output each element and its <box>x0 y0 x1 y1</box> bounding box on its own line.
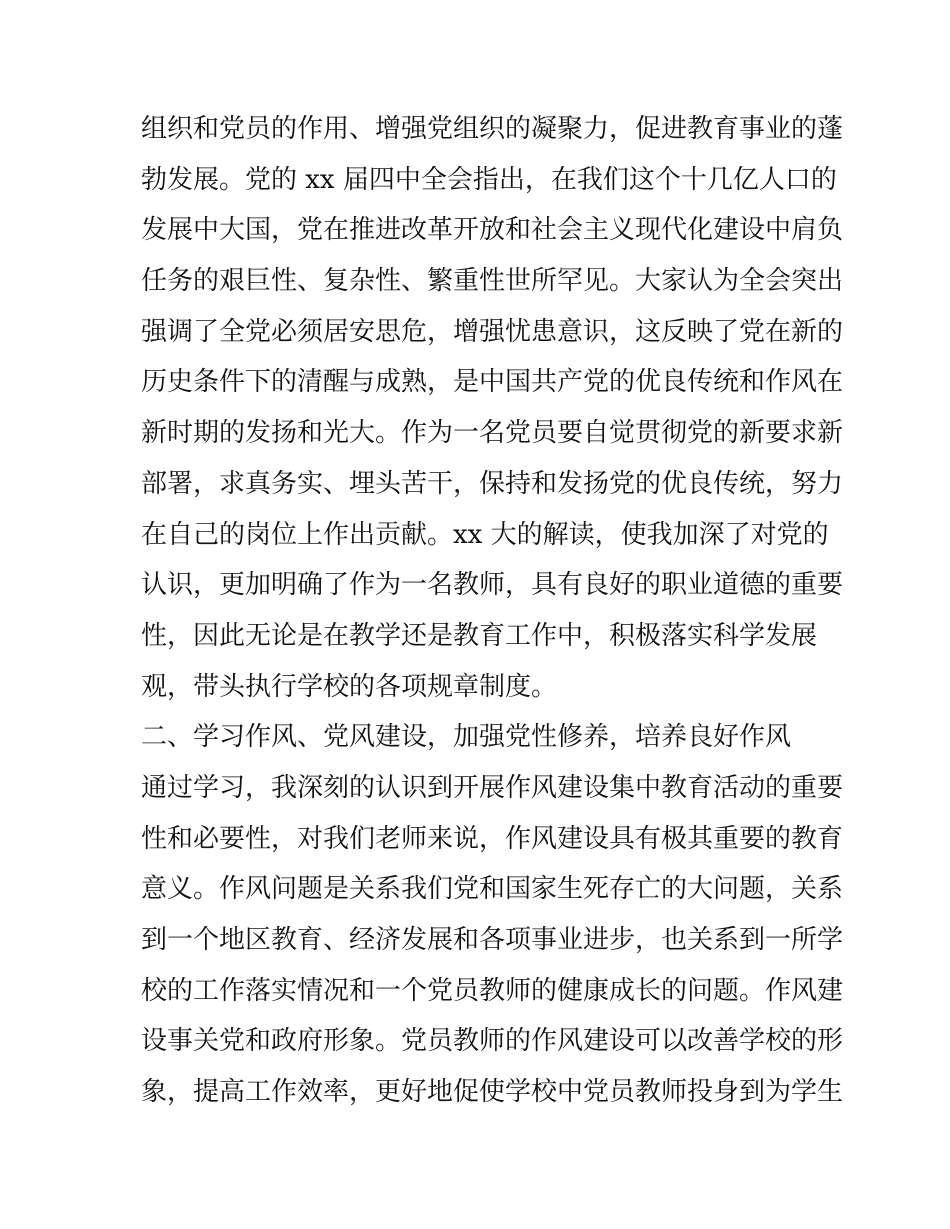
text-line: 任务的艰巨性、复杂性、繁重性世所罕见。大家认为全会突出 <box>141 266 844 297</box>
text-line: 性和必要性，对我们老师来说，作风建设具有极其重要的教育 <box>141 823 844 854</box>
text-line: 性，因此无论是在教学还是教育工作中，积极落实科学发展 <box>141 620 818 651</box>
text-line: 校的工作落实情况和一个党员教师的健康成长的问题。作风建 <box>141 975 844 1006</box>
text-line: 到一个地区教育、经济发展和各项事业进步，也关系到一所学 <box>141 925 844 955</box>
text-line: 组织和党员的作用、增强党组织的凝聚力，促进教育事业的蓬 <box>141 114 844 144</box>
text-line: 新时期的发扬和光大。作为一名党员要自觉贯彻党的新要求新 <box>141 418 844 449</box>
text-line: 部署，求真务实、埋头苦干，保持和发扬党的优良传统，努力 <box>141 468 844 499</box>
text-line: 通过学习，我深刻的认识到开展作风建设集中教育活动的重要 <box>141 772 844 803</box>
text-line: 勃发展。党的 xx 届四中全会指出，在我们这个十几亿人口的 <box>141 164 837 195</box>
text-line: 强调了全党必须居安思危，增强忧患意识，这反映了党在新的 <box>141 316 844 347</box>
text-line: 意义。作风问题是关系我们党和国家生死存亡的大问题，关系 <box>141 874 844 905</box>
section-heading: 二、学习作风、党风建设，加强党性修养，培养良好作风 <box>141 722 792 753</box>
text-line: 认识，更加明确了作为一名教师，具有良好的职业道德的重要 <box>141 570 844 601</box>
text-line: 发展中大国，党在推进改革开放和社会主义现代化建设中肩负 <box>141 215 844 246</box>
text-line: 观，带头执行学校的各项规章制度。 <box>141 671 558 702</box>
text-line: 象，提高工作效率，更好地促使学校中党员教师投身到为学生 <box>141 1077 844 1108</box>
text-line: 历史条件下的清醒与成熟，是中国共产党的优良传统和作风在 <box>141 367 844 398</box>
text-line: 在自己的岗位上作出贡献。xx 大的解读，使我加深了对党的 <box>141 519 829 550</box>
body-text <box>141 104 844 1118</box>
text-line: 设事关党和政府形象。党员教师的作风建设可以改善学校的形 <box>141 1026 844 1057</box>
